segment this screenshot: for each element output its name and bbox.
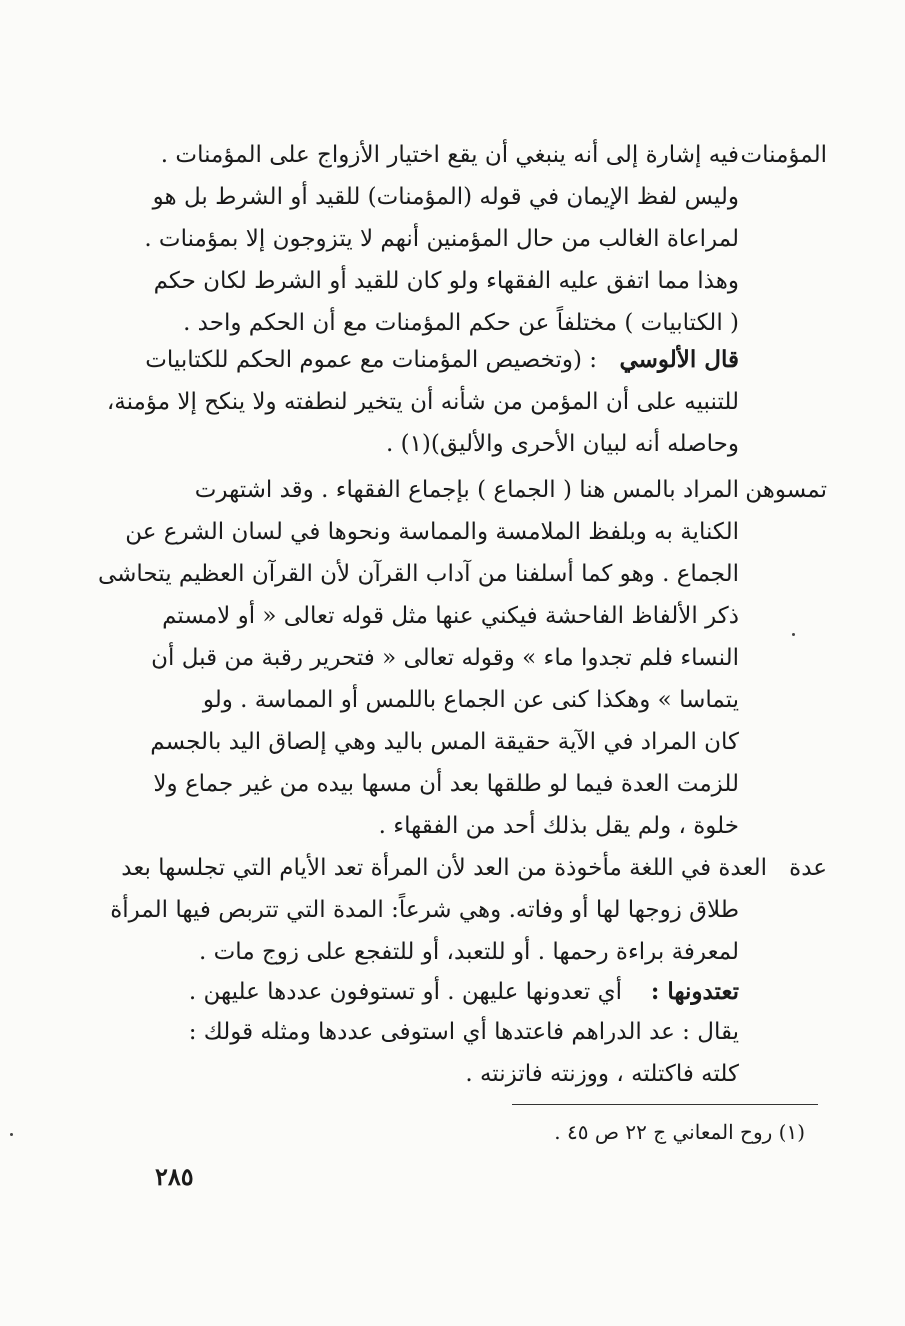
text-line: الكناية به وبلفظ الملامسة والمماسة ونحوها في لسان الشرع عن xyxy=(125,519,739,545)
text-line: الجماع . وهو كما أسلفنا من آداب القرآن لأن القرآن العظيم يتحاشى xyxy=(97,561,739,587)
text-line: المراد بالمس هنا ( الجماع ) بإجماع الفقهاء . وقد اشتهرت xyxy=(194,477,739,503)
subterm-label: تعتدونها : xyxy=(650,978,739,1005)
text-line: طلاق زوجها لها أو وفاته. وهي شرعاً: المدة التي تتربص فيها المرأة xyxy=(110,897,739,923)
text-line: النساء فلم تجدوا ماء » وقوله تعالى « فتحرير رقبة من قبل أن xyxy=(151,645,739,671)
text-line: للزمت العدة فيما لو طلقها بعد أن مسها بيده من غير جماع ولا xyxy=(153,771,739,797)
quote-label: قال الألوسي xyxy=(619,346,739,373)
text-line: العدة في اللغة مأخوذة من العد لأن المرأة تعد الأيام التي تجلسها بعد xyxy=(121,855,767,881)
footnote-divider xyxy=(512,1104,818,1105)
entry-term: عدة xyxy=(789,855,827,881)
text-line: لمعرفة براءة رحمها . أو للتعبد، أو للتفجع على زوج مات . xyxy=(199,939,739,965)
text-line: خلوة ، ولم يقل بذلك أحد من الفقهاء . xyxy=(378,813,739,839)
text-line: وهذا مما اتفق عليه الفقهاء ولو كان للقيد أو الشرط لكان حكم xyxy=(153,268,739,294)
text-line: فيه إشارة إلى أنه ينبغي أن يقع اختيار الأزواج على المؤمنات . xyxy=(160,142,739,168)
text-line: أي تعدونها عليهن . أو تستوفون عددها عليهن . xyxy=(188,979,622,1005)
text-line: يقال : عد الدراهم فاعتدها أي استوفى عددها ومثله قولك : xyxy=(188,1019,739,1045)
speck-mark xyxy=(792,633,795,636)
text-line: كلته فاكتلته ، ووزنته فاتزنته . xyxy=(465,1061,739,1087)
entry-term: المؤمنات xyxy=(740,142,827,168)
footnote: (١) روح المعاني ج ٢٢ ص ٤٥ . xyxy=(554,1120,805,1144)
text-line: للتنبيه على أن المؤمن من شأنه أن يتخير لنطفته ولا ينكح إلا مؤمنة، xyxy=(106,389,739,415)
text-line: وليس لفظ الإيمان في قوله (المؤمنات) للقيد أو الشرط بل هو xyxy=(152,184,739,210)
text-line: ذكر الألفاظ الفاحشة فيكني عنها مثل قوله تعالى « أو لامستم xyxy=(162,603,739,629)
text-line: كان المراد في الآية حقيقة المس باليد وهي إلصاق اليد بالجسم xyxy=(150,729,739,755)
text-line: ( الكتابيات ) مختلفاً عن حكم المؤمنات مع أن الحكم واحد . xyxy=(183,310,739,336)
speck-mark xyxy=(10,1133,13,1136)
text-line: وحاصله أنه لبيان الأحرى والأليق)(١) . xyxy=(385,431,739,457)
text-line: : (وتخصيص المؤمنات مع عموم الحكم للكتابيات xyxy=(145,347,597,373)
page-number: ٢٨٥ xyxy=(155,1162,194,1191)
text-line: لمراعاة الغالب من حال المؤمنين أنهم لا يتزوجون إلا بمؤمنات . xyxy=(144,226,739,252)
text-line: يتماسا » وهكذا كنى عن الجماع باللمس أو المماسة . ولو xyxy=(202,687,739,713)
entry-term: تمسوهن xyxy=(745,477,827,503)
